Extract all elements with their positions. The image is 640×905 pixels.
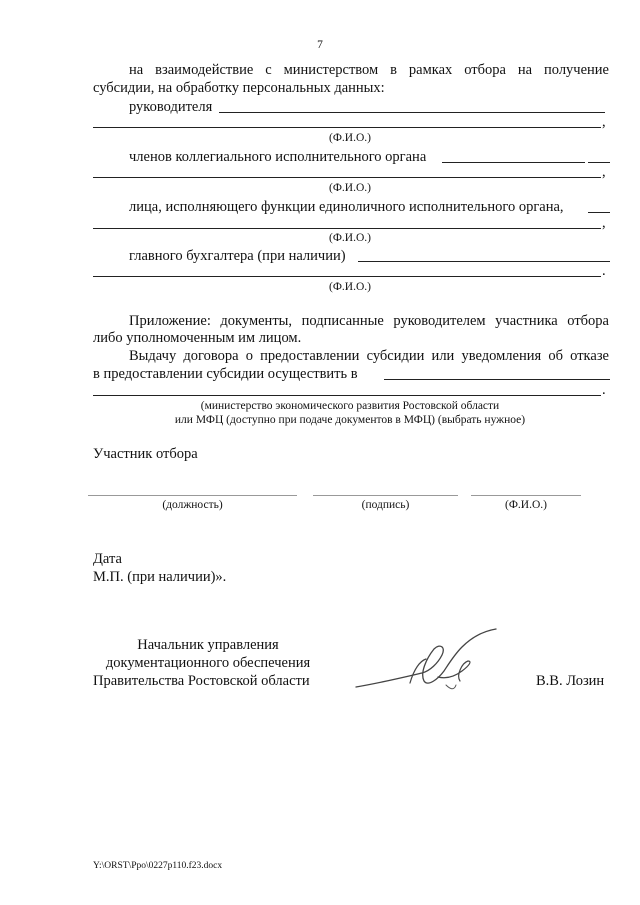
head-comma: , <box>602 114 606 130</box>
accountant-input-line[interactable] <box>358 261 610 262</box>
signatory-name: В.В. Лозин <box>536 673 605 689</box>
members-input-line-tail[interactable] <box>588 162 610 163</box>
sole-executive-comma: , <box>602 215 606 231</box>
members-comma: , <box>602 164 606 180</box>
head-label: руководителя <box>129 99 213 115</box>
issuance-input-line[interactable] <box>384 379 610 380</box>
head-input-line[interactable] <box>219 112 605 113</box>
sole-executive-label: лица, исполняющего функции единоличного исполнительного органа, <box>129 199 564 215</box>
position-input-line[interactable] <box>88 495 297 496</box>
participant-fio-input-line[interactable] <box>471 495 581 496</box>
sole-executive-input-line[interactable] <box>588 212 610 213</box>
accountant-fio-caption: (Ф.И.О.) <box>329 281 371 293</box>
issuance-input-line-2[interactable] <box>93 395 601 396</box>
attachment-line-1: Приложение: документы, подписанные руководителем участника отбора <box>129 313 609 329</box>
accountant-label: главного бухгалтера (при наличии) <box>129 248 346 264</box>
head-fio-caption: (Ф.И.О.) <box>329 132 371 144</box>
consent-line-1: на взаимодействие с министерством в рамках отбора на получение <box>129 62 609 78</box>
signatory-line-2: документационного обеспечения <box>105 655 311 671</box>
sole-executive-input-line-2[interactable] <box>93 228 601 229</box>
participant-fio-caption: (Ф.И.О.) <box>505 499 547 511</box>
issuance-note-1: (министерство экономического развития Ростовской области <box>200 400 500 412</box>
page-number: 7 <box>317 39 323 51</box>
members-label: членов коллегиального исполнительного органа <box>129 149 427 165</box>
handwritten-signature <box>350 625 510 700</box>
signatory-line-1: Начальник управления <box>137 637 279 653</box>
attachment-line-2: либо уполномоченным им лицом. <box>93 330 302 346</box>
consent-line-2: субсидии, на обработку персональных данных: <box>93 80 385 96</box>
date-label: Дата <box>93 551 122 567</box>
members-fio-caption: (Ф.И.О.) <box>329 182 371 194</box>
file-path: Y:\ORST\Ppo\0227p110.f23.docx <box>93 861 223 871</box>
issuance-line-1: Выдачу договора о предоставлении субсидии или уведомления об отказе <box>129 348 609 364</box>
issuance-period: . <box>602 382 606 398</box>
participant-heading: Участник отбора <box>93 446 198 462</box>
sole-executive-fio-caption: (Ф.И.О.) <box>329 232 371 244</box>
accountant-period: . <box>602 263 606 279</box>
members-input-line[interactable] <box>442 162 585 163</box>
seal-label: М.П. (при наличии)». <box>93 569 227 585</box>
signatory-line-3: Правительства Ростовской области <box>93 673 310 689</box>
issuance-note-2: или МФЦ (доступно при подаче документов в МФЦ) (выбрать нужное) <box>174 414 526 426</box>
head-input-line-2[interactable] <box>93 127 601 128</box>
position-caption: (должность) <box>162 499 223 511</box>
accountant-input-line-2[interactable] <box>93 276 601 277</box>
issuance-line-2: в предоставлении субсидии осуществить в <box>93 366 358 382</box>
signature-input-line[interactable] <box>313 495 458 496</box>
signature-caption: (подпись) <box>361 499 410 511</box>
members-input-line-2[interactable] <box>93 177 601 178</box>
